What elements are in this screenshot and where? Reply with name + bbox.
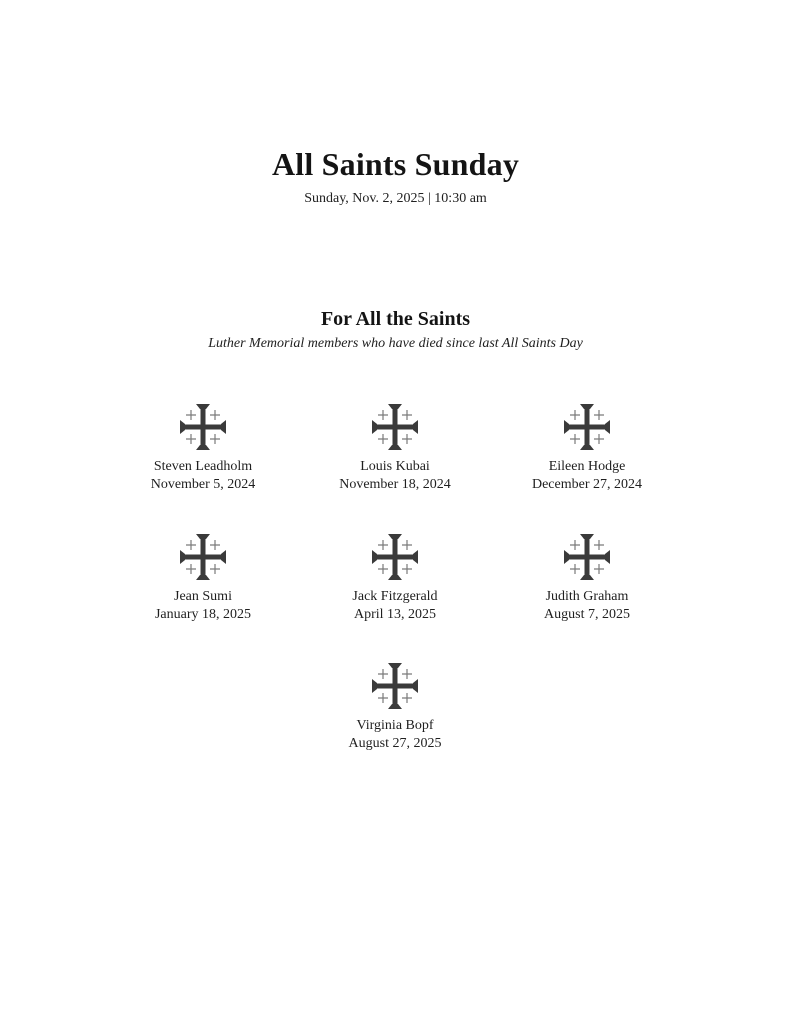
member-name: Steven Leadholm [153,459,253,474]
member-entry [300,532,490,624]
member-date: November 5, 2024 [150,477,256,492]
jerusalem-cross-icon [370,661,420,711]
member-date: August 7, 2025 [544,607,630,622]
member-entry [300,402,490,494]
member-name: Louis Kubai [360,459,430,474]
jerusalem-cross-icon [562,532,612,582]
jerusalem-cross-icon [370,532,420,582]
jerusalem-cross-icon [178,402,228,452]
member-entry [108,402,298,494]
section-heading: For All the Saints [320,308,471,330]
member-name: Judith Graham [545,589,629,604]
jerusalem-cross-icon [178,532,228,582]
member-date: August 27, 2025 [348,736,442,751]
member-name: Jean Sumi [174,589,232,604]
member-entry [108,532,298,624]
member-date: November 18, 2024 [339,477,451,492]
member-name: Eileen Hodge [548,459,626,474]
member-date: January 18, 2025 [154,607,252,622]
service-date-time: Sunday, Nov. 2, 2025 | 10:30 am [304,191,487,206]
member-entry [492,532,682,624]
page-title: All Saints Sunday [271,146,520,182]
member-name: Virginia Bopf [356,718,434,733]
section-subtitle: Luther Memorial members who have died since last All Saints Day [208,336,583,351]
member-date: December 27, 2024 [531,477,643,492]
member-name: Jack Fitzgerald [352,589,438,604]
member-entry [492,402,682,494]
jerusalem-cross-icon [370,402,420,452]
member-date: April 13, 2025 [353,607,437,622]
member-entry [300,661,490,753]
jerusalem-cross-icon [562,402,612,452]
